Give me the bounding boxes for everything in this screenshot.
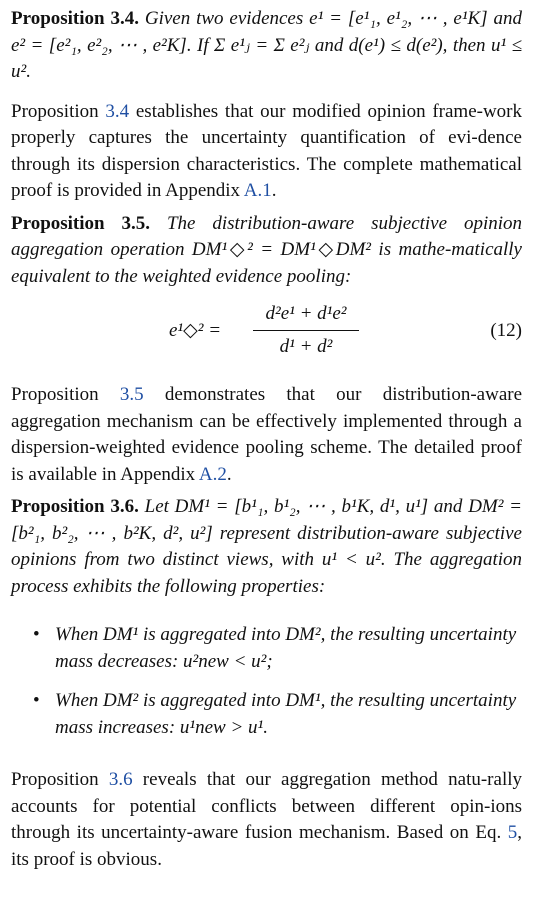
- prop34-heading: Proposition 3.4.: [11, 8, 139, 29]
- proposition-3-6: [11, 494, 522, 600]
- list-item: [11, 622, 522, 675]
- prop34-line2: Σ e¹ⱼ = Σ e²ⱼ and d(e¹) ≤ d(e²), then u¹ ≤ u².: [11, 34, 523, 82]
- ref-prop-3-5[interactable]: 3.5: [119, 384, 144, 405]
- prop36-heading: Proposition 3.6.: [11, 496, 139, 517]
- equation-fraction: [253, 300, 359, 361]
- para-b-post: .: [226, 463, 232, 485]
- paragraph-prop35-remark: [11, 382, 522, 488]
- prop35-heading: Proposition 3.5.: [11, 212, 151, 234]
- ref-appendix-a2[interactable]: A.2: [198, 463, 227, 485]
- para-c-post: , its proof is obvious.: [11, 822, 522, 870]
- para-c-pre: Proposition: [11, 769, 109, 790]
- para-a-pre: Proposition: [11, 100, 106, 122]
- para-c-mid: reveals that our aggregation method natu-rally accounts for potential conflicts between different opin-ions through its uncertainty-aware fusion mechanism. Based on Eq.: [11, 769, 523, 843]
- ref-eq-5[interactable]: 5: [507, 822, 518, 843]
- ref-prop-3-4[interactable]: 3.4: [105, 100, 130, 122]
- proposition-3-4: [11, 6, 522, 86]
- fraction-bar: [253, 330, 359, 331]
- ref-prop-3-6[interactable]: 3.6: [108, 769, 133, 790]
- paragraph-prop34-remark: [11, 99, 522, 205]
- equation-lhs: e¹◇² =: [169, 320, 222, 341]
- proposition-3-5: [11, 211, 522, 291]
- equation-numerator: d²e¹ + d¹e²: [265, 303, 347, 324]
- equation-number: (12): [490, 320, 522, 341]
- para-b-mid: demonstrates that our distribution-aware aggregation mechanism can be effectively implemented through a dispersion-weighted evidence pooling scheme. The detailed proof is available in Appendix: [11, 384, 523, 485]
- prop35-text: The distribution-aware subjective opinion aggregation operation DM¹◇² = DM¹◇DM² is mathe-matically equivalent to the weighted evidence pooling:: [11, 212, 523, 287]
- paragraph-prop36-remark: [11, 767, 522, 873]
- para-a-mid: establishes that our modified opinion frame-work properly captures the uncertainty quantification of evi-dence through its dispersion characteristics. The complete mathematical proof is provided in Appendix: [11, 100, 523, 201]
- bullet-icon: •: [33, 624, 40, 645]
- equation-denominator: d¹ + d²: [279, 336, 333, 357]
- para-b-pre: Proposition: [11, 384, 120, 405]
- list-item: [11, 688, 522, 741]
- properties-list: [11, 622, 522, 741]
- equation-12: [11, 300, 522, 364]
- prop36-text: Let DM¹ = [b¹₁, b¹₂, ⋯ , b¹K, d¹, u¹] and DM² = [b²₁, b²₂, ⋯ , b²K, d², u²] represent distribution-aware subjective opinions from two distinct views, with u¹ < u². The aggregation process exhibits the following properties:: [11, 496, 523, 597]
- para-a-post: .: [271, 180, 277, 201]
- prop34-line1: Given two evidences e¹ = [e¹₁, e¹₂, ⋯ , e¹K] and e² = [e²₁, e²₂, ⋯ , e²K]. If: [11, 8, 523, 56]
- bullet-text-2: When DM² is aggregated into DM¹, the resulting uncertainty mass increases: u¹new > u¹.: [55, 690, 517, 738]
- bullet-text-1: When DM¹ is aggregated into DM², the resulting uncertainty mass decreases: u²new < u²;: [55, 624, 517, 672]
- bullet-icon: •: [33, 690, 40, 711]
- ref-appendix-a1[interactable]: A.1: [243, 180, 272, 201]
